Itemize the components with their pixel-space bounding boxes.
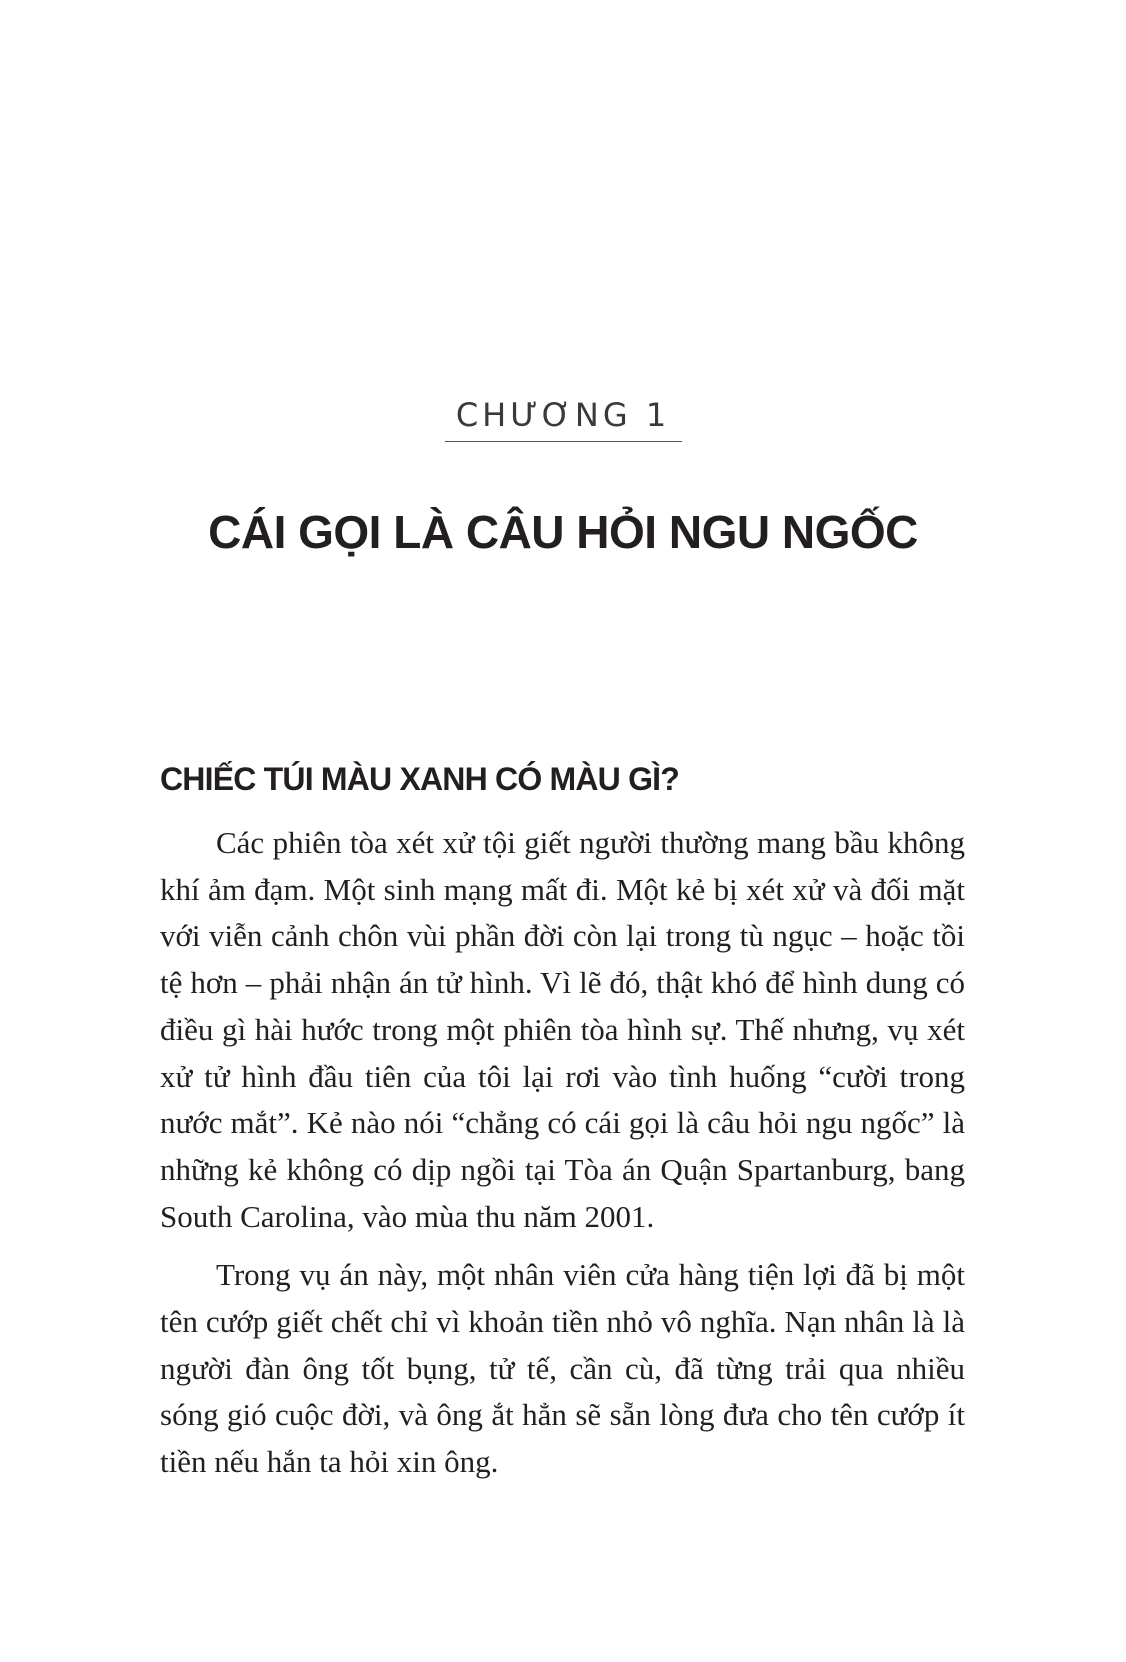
paragraph-2: Trong vụ án này, một nhân viên cửa hàng tiện lợi đã bị một tên cướp giết chết chỉ vì khoản tiền nhỏ vô nghĩa. Nạn nhân là là người đàn ông tốt bụng, tử tế, cần cù, đã từng trải qua nhiều sóng gió cuộc đời, và ông ắt hẳn sẽ sẵn lòng đưa cho tên cướp ít tiền nếu hắn ta hỏi xin ông. <box>160 1257 965 1480</box>
body-text <box>160 820 965 1498</box>
chapter-title: CÁI GỌI LÀ CÂU HỎI NGU NGỐC <box>208 506 918 558</box>
chapter-label: CHƯƠNG 1 <box>455 396 671 434</box>
section-heading: CHIẾC TÚI MÀU XANH CÓ MÀU GÌ? <box>160 761 680 797</box>
paragraph-1: Các phiên tòa xét xử tội giết người thường mang bầu không khí ảm đạm. Một sinh mạng mất đi. Một kẻ bị xét xử và đối mặt với viễn cảnh chôn vùi phần đời còn lại trong tù ngục – hoặc tồi tệ hơn – phải nhận án tử hình. Vì lẽ đó, thật khó để hình dung có điều gì hài hước trong một phiên tòa hình sự. Thế nhưng, vụ xét xử tử hình đầu tiên của tôi lại rơi vào tình huống “cười trong nước mắt”. Kẻ nào nói “chẳng có cái gọi là câu hỏi ngu ngốc” là những kẻ không có dịp ngồi tại Tòa án Quận Spartanburg, bang South Carolina, vào mùa thu năm 2001. <box>160 825 965 1234</box>
chapter-divider <box>445 441 682 442</box>
